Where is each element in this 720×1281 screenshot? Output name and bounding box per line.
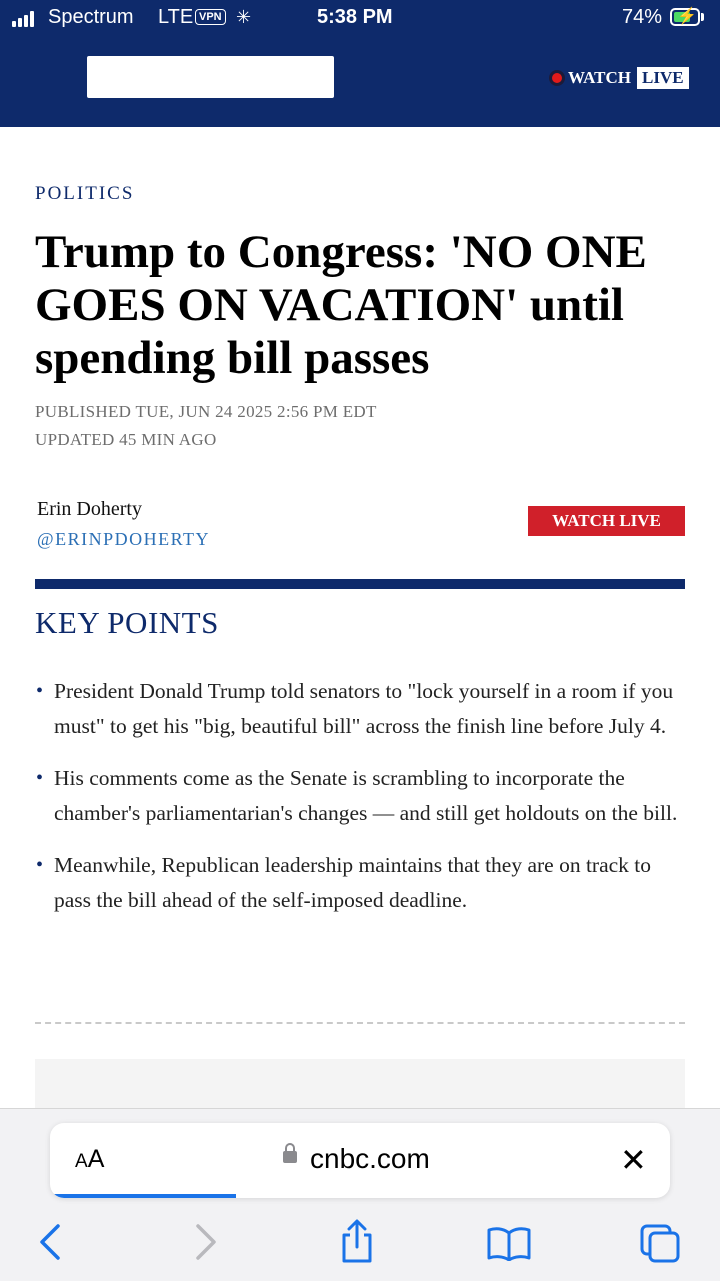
key-point-item <box>35 848 685 918</box>
status-bar <box>0 0 720 38</box>
article-category[interactable]: POLITICS <box>35 183 135 204</box>
forward-icon[interactable] <box>192 1222 220 1262</box>
key-point-item <box>35 761 685 831</box>
live-dot-icon <box>552 73 562 83</box>
author-handle[interactable]: @ERINPDOHERTY <box>37 529 210 549</box>
reader-options-button[interactable]: AA <box>75 1145 105 1173</box>
key-point-item <box>35 674 685 744</box>
updated-time: UPDATED 45 MIN AGO <box>35 430 217 449</box>
bookmarks-icon[interactable] <box>486 1225 532 1261</box>
watch-label: WATCH <box>568 68 631 87</box>
tabs-icon[interactable] <box>638 1222 682 1264</box>
vpn-badge: VPN <box>195 9 226 25</box>
live-label: LIVE <box>637 67 689 89</box>
stop-loading-icon[interactable]: ✕ <box>620 1142 647 1178</box>
bullet-icon: • <box>36 767 44 789</box>
activity-spinner-icon: ✳ <box>236 7 252 27</box>
dashed-divider <box>35 1022 685 1024</box>
key-points-title: KEY POINTS <box>35 605 219 640</box>
bullet-icon: • <box>36 680 44 702</box>
carrier-name: Spectrum <box>48 6 134 28</box>
charging-bolt-icon: ⚡ <box>677 8 697 25</box>
network-type: LTE <box>158 6 194 28</box>
clock: 5:38 PM <box>317 6 393 28</box>
lock-icon <box>283 1151 297 1163</box>
page-load-progress <box>50 1194 236 1198</box>
ad-placeholder <box>35 1059 685 1109</box>
site-logo-placeholder[interactable] <box>87 56 334 98</box>
watch-live-header-button[interactable] <box>552 64 689 92</box>
battery-percent: 74% <box>622 6 663 28</box>
watch-live-button[interactable]: WATCH LIVE <box>528 506 685 536</box>
browser-toolbar <box>0 1108 720 1281</box>
section-divider <box>35 579 685 589</box>
bullet-icon: • <box>36 854 44 876</box>
back-icon[interactable] <box>36 1222 64 1262</box>
key-points-list <box>35 674 685 935</box>
share-icon[interactable] <box>338 1219 376 1265</box>
battery-nub <box>701 13 704 21</box>
key-point-text: President Donald Trump told senators to "lock yourself in a room if you must" to get his "big, beautiful bill" across the finish line before July 4. <box>54 679 674 738</box>
author-name[interactable]: Erin Doherty <box>37 498 142 520</box>
url-domain[interactable]: cnbc.com <box>310 1143 430 1174</box>
address-bar[interactable] <box>50 1123 670 1198</box>
site-header <box>0 0 720 127</box>
article-headline: Trump to Congress: 'NO ONE GOES ON VACATION' until spending bill passes <box>35 226 647 384</box>
published-date: PUBLISHED TUE, JUN 24 2025 2:56 PM EDT <box>35 402 377 421</box>
signal-icon <box>12 11 38 27</box>
key-point-text: His comments come as the Senate is scrambling to incorporate the chamber's parliamentarian's changes — and still get holdouts on the bill. <box>54 766 678 825</box>
key-point-text: Meanwhile, Republican leadership maintains that they are on track to pass the bill ahead of the self-imposed deadline. <box>54 853 652 912</box>
